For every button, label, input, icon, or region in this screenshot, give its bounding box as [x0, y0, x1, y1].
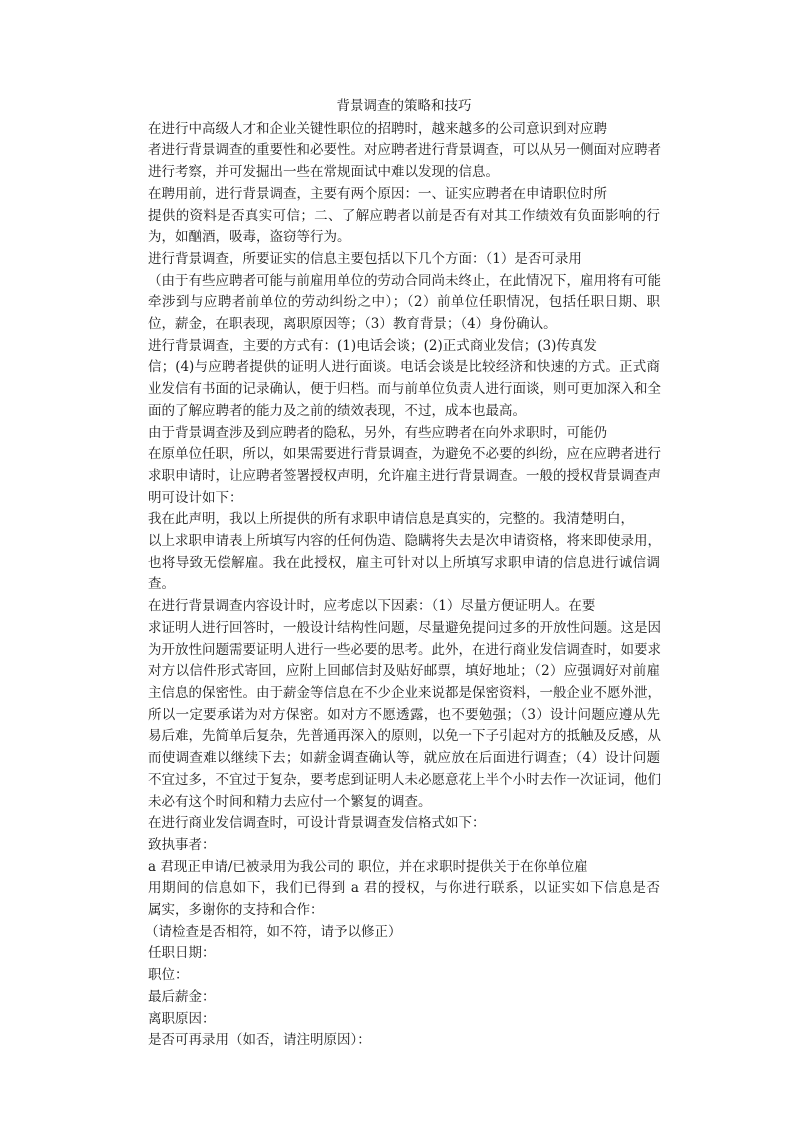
text-line: 易后难，先简单后复杂，先普通再深入的原则，以免一下子引起对方的抵触及反感，从: [148, 728, 661, 745]
text-line: 在进行商业发信调查时，可设计背景调查发信格式如下：: [148, 815, 486, 832]
text-line: （请检查是否相符，如不符，请予以修正）: [145, 923, 402, 940]
text-line: 而使调查难以继续下去；如薪金调查确认等，就应放在后面进行调查；（4）设计问题: [148, 750, 660, 767]
text-line: 为，如酗酒，吸毒，盗窃等行为。: [148, 229, 351, 246]
document-body: [145, 96, 661, 1052]
text-line: 致执事者：: [148, 836, 216, 853]
text-line: 进行背景调查，所要证实的信息主要包括以下几个方面：（1）是否可录用: [148, 250, 582, 267]
text-line: 属实，多谢你的支持和合作：: [148, 902, 324, 919]
text-line: 在聘用前，进行背景调查，主要有两个原因：一、证实应聘者在申请职位时所: [148, 185, 607, 202]
text-line: 我在此声明，我以上所提供的所有求职申请信息是真实的，完整的。我清楚明白，: [148, 511, 634, 528]
text-line: 查。: [148, 576, 175, 593]
text-line: 由于背景调查涉及到应聘者的隐私，另外，有些应聘者在向外求职时，可能仍: [148, 424, 607, 441]
text-line: 求证明人进行回答时，一般设计结构性问题，尽量避免提问过多的开放性问题。这是因: [148, 619, 661, 636]
text-line: 进行考察，并可发掘出一些在常规面试中难以发现的信息。: [148, 164, 499, 181]
text-line: 在原单位任职，所以，如果需要进行背景调查，为避免不必要的纠纷，应在应聘者进行: [148, 446, 661, 463]
text-line: 进行背景调查，主要的方式有：(1)电话会谈；(2)正式商业发信；(3)传真发: [148, 337, 597, 354]
text-line: 任职日期：: [148, 945, 216, 962]
text-line: 所以一定要承诺为对方保密。如对方不愿透露，也不要勉强；（3）设计问题应遵从先: [148, 706, 660, 723]
text-line: 者进行背景调查的重要性和必要性。对应聘者进行背景调查，可以从另一侧面对应聘者: [148, 142, 661, 159]
text-line: 也将导致无偿解雇。我在此授权，雇主可针对以上所填写求职申请的信息进行诚信调: [148, 554, 660, 571]
text-line: 面的了解应聘者的能力及之前的绩效表现，不过，成本也最高。: [148, 402, 526, 419]
text-line: 不宜过多，不宜过于复杂，要考虑到证明人未必愿意花上半个小时去作一次证词，他们: [148, 771, 661, 788]
text-line: 未必有这个时间和精力去应付一个繁复的调查。: [148, 793, 432, 810]
text-line: 业发信有书面的记录确认，便于归档。而与前单位负责人进行面谈，则可更加深入和全: [148, 381, 661, 398]
text-line: 主信息的保密性。由于薪金等信息在不少企业来说都是保密资料，一般企业不愿外泄，: [148, 684, 661, 701]
text-line: 对方以信件形式寄回，应附上回邮信封及贴好邮票，填好地址；（2）应强调好对前雇: [148, 663, 660, 680]
text-line: 在进行背景调查内容设计时，应考虑以下因素：（1）尽量方便证明人。在要: [148, 598, 596, 615]
text-line: 职位：: [148, 967, 189, 984]
text-line: 牵涉到与应聘者前单位的劳动纠纷之中）；（2）前单位任职情况，包括任职日期、职: [148, 294, 660, 311]
text-line: 明可设计如下：: [148, 489, 243, 506]
document-title: 背景调查的策略和技巧: [336, 98, 472, 114]
text-line: 位，薪金，在职表现，离职原因等；（3）教育背景；（4）身份确认。: [148, 316, 557, 333]
text-line: 以上求职申请表上所填写内容的任何伪造、隐瞒将失去是次申请资格，将来即使录用，: [148, 533, 661, 550]
text-line: a 君现正申请/已被录用为我公司的 职位，并在求职时提供关于在你单位雇: [148, 858, 588, 875]
text-line: 是否可再录用（如否，请注明原因）：: [148, 1032, 371, 1049]
text-line: 用期间的信息如下，我们已得到 a 君的授权，与你进行联系，以证实如下信息是否: [148, 880, 660, 897]
text-line: 求职申请时，让应聘者签署授权声明，允许雇主进行背景调查。一般的授权背景调查声: [148, 467, 661, 484]
text-line: 最后薪金：: [148, 988, 216, 1005]
text-line: 提供的资料是否真实可信；二、了解应聘者以前是否有对其工作绩效有负面影响的行: [148, 207, 660, 224]
text-line: 在进行中高级人才和企业关键性职位的招聘时，越来越多的公司意识到对应聘: [148, 120, 607, 137]
text-line: 信；(4)与应聘者提供的证明人进行面谈。电话会谈是比较经济和快速的方式。正式商: [148, 359, 660, 376]
text-line: 为开放性问题需要证明人进行一些必要的思考。此外，在进行商业发信调查时，如要求: [148, 641, 661, 658]
text-line: （由于有些应聘者可能与前雇用单位的劳动合同尚未终止，在此情况下，雇用将有可能: [148, 272, 661, 289]
text-line: 离职原因：: [148, 1010, 216, 1027]
